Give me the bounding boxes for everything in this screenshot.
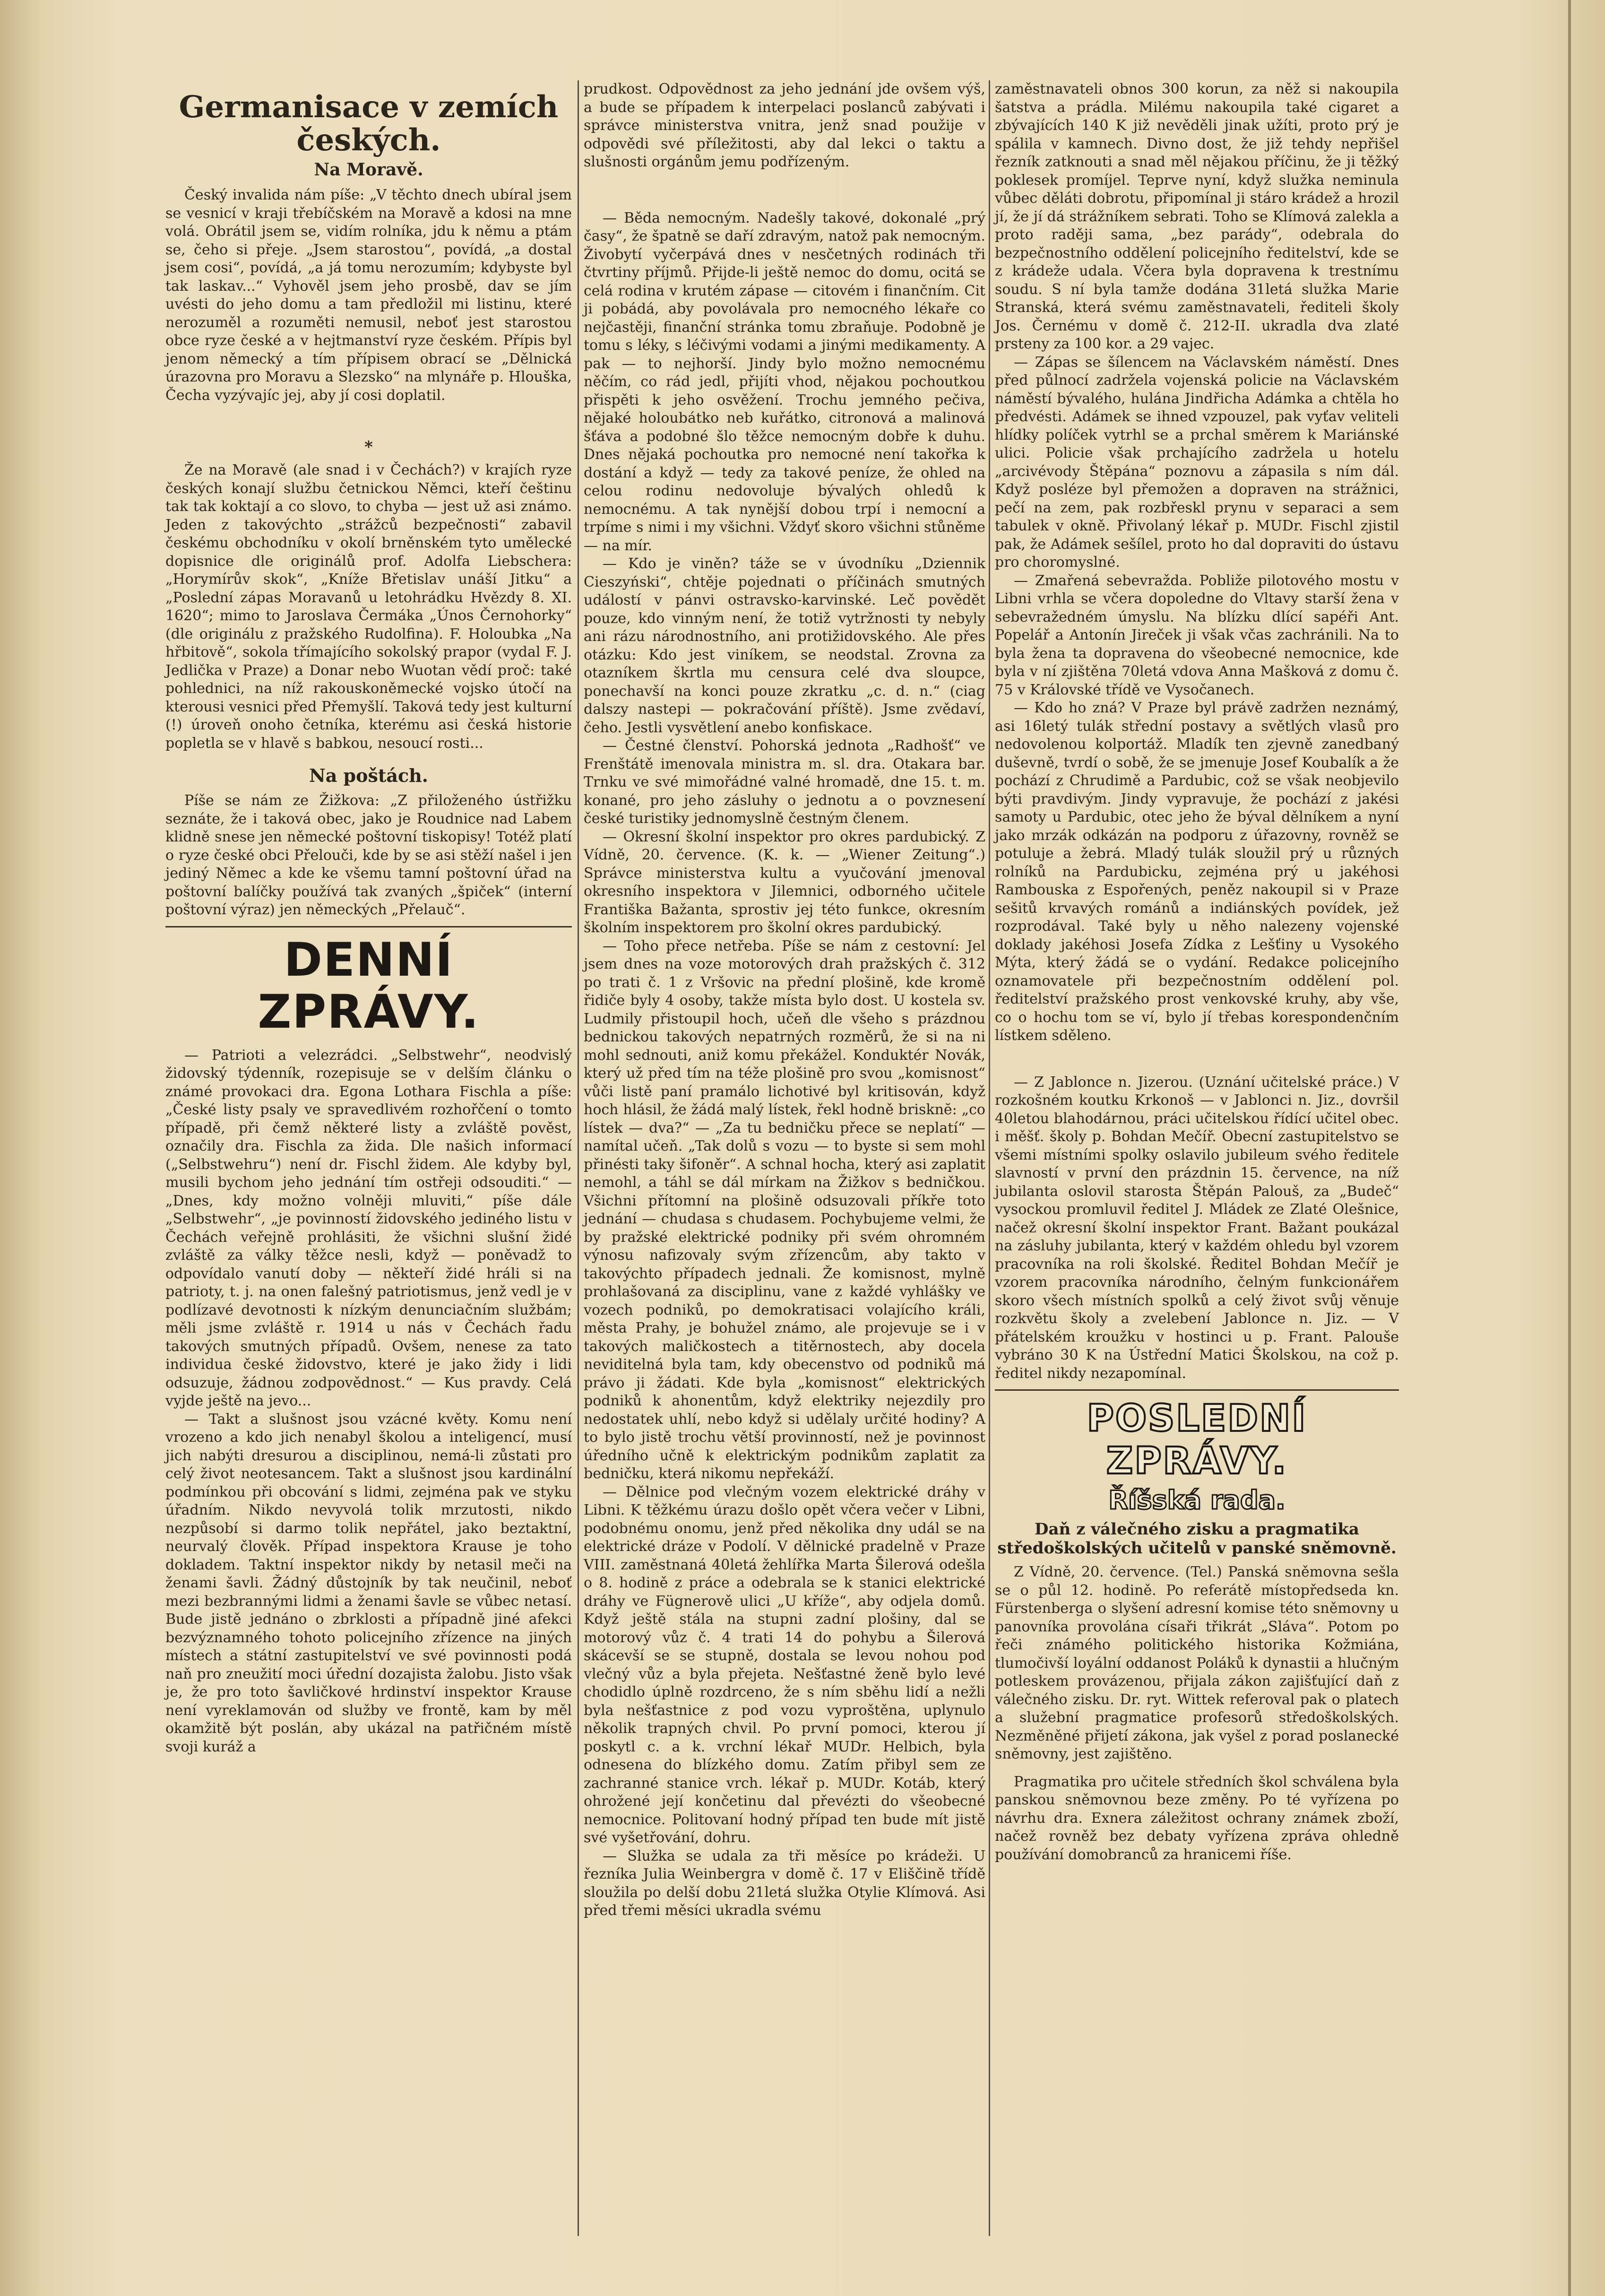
paragraph: — Patrioti a velezrádci. „Selbstwehr“, neodvislý židovský týdenník, rozepisuje se v delším článku o známé provokaci dra. Egona Lothara Fischla a píše: „České listy psaly ve spravedlivém rozhořčení o tomto případě, při čemž některé listy a zvláště pověst, označily dra. Fischla za žida. Dle našich informací („Selbstwehru“) není dr. Fischl židem. Ale kdyby byl, musili bychom jeho jednání tím ostřeji odsouditi.“ — „Dnes, kdy možno volněji mluviti,“ píše dále „Selbstwehr“, „je povinností židovského jediného listu v Čechách veřejně prohlásiti, že všichni slušní židé zvláště za války těžce nesli, když — poněvadž to odpovídalo vanutí doby — někteří židé hráli si na patrioty, t. j. na onen falešný patriotismus, jenž vedl je v podlízavé devotnosti k nízkým denunciačním službám; měli jsme zvláště r. 1914 u nás v Čechách řadu takových smutných případů. Ovšem, nenese za tato individua české židovstvo, které je jako židy i lidi odsuzuje, žádnou zodpovědnost.“ — Kus pravdy. Celá vyjde ještě na jevo...: [165, 1047, 572, 1409]
column-2: [584, 80, 985, 1920]
divider: [995, 1389, 1399, 1391]
subheading-na-postach: Na poštách.: [309, 765, 429, 786]
column-rule-1: [578, 80, 579, 2236]
column-3: [995, 80, 1399, 1864]
article-title-germanisace: Germanisace v zemích českých.: [179, 89, 559, 158]
paragraph: — Takt a slušnost jsou vzácné květy. Komu není vrozeno a kdo jich nenabyl školou a inteligencí, musí jich nabýti dresurou a disciplinou, nemá-li zůstati pro celý život neotesancem. Takt a slušnost jsou kardinální podmínkou při obcování s lidmi, zejména pak ve styku úřadním. Nikdo nevyvolá tolik mrzutosti, nikdo nezpůsobí si darmo tolik nepřátel, jako beztaktní, neurvalý člověk. Případ inspektora Krause je toho dokladem. Taktní inspektor nikdy by netasil meči na ženami šavli. Žádný důstojník by tak neučinil, neboť mezi bezbrannými lidmi a ženami šavle se vůbec netasí. Bude jistě jednáno o zbrklosti a případně jiné afekci bezvýznamného tohoto policejního zřízence na jiných místech a státní zastupitelství ve své povinnosti podá naň pro zneužití moci úřední dozajista žalobu. Jisto však je, že pro toto šavličkové hrdinství inspektor Krause není vyreklamován od služby ve frontě, kam by měl okamžitě být poslán, aby ukázal na patřičném místě svoji kuráž a: [165, 1411, 572, 1755]
section-banner-denni-zpravy: DENNÍ ZPRÁVY.: [258, 933, 480, 1039]
subheading-risska-rada: Říšská rada.: [1108, 1485, 1286, 1515]
column-3-body: [995, 80, 1399, 1383]
paragraph: Český invalida nám píše: „V těchto dnech ubíral jsem se vesnicí v kraji třebíčském na Moravě a kdosi na mne volá. Obrátil jsem se, vidím rolníka, jdu k němu a ptám se, čeho si přeje. „Jsem starostou“, povídá, „a dostal jsem cosi“, povídá, „a já tomu nerozumím; kdybyste byl tak laskav...“ Vyhověl jsem jeho prosbě, dav se jím uvésti do jeho domu a tam předložil mi listinu, které nerozuměl a rozuměti nemusil, neboť jest starostou obce ryze české a v hejtmanství ryze českém. Přípis byl jenom německý a tím přípisem obrací se „Dělnická úrazovna pro Moravu a Slezsko“ na mlynáře p. Hlouška, Čecha vyzývajíc jej, aby jí cosi doplatil.: [165, 187, 572, 404]
paragraph: — Dělnice pod vlečným vozem elektrické dráhy v Libni. K těžkému úrazu došlo opět včera večer v Libni, podobnému onomu, jenž před několika dny udál se na elektrické dráze v Podolí. V dělnické pradelně v Praze VIII. zaměstnaná 40letá žehlířka Marta Šilerová odešla o 8. hodině z práce a odebrala se k stanici elektrické dráhy ve Fügnerově ulici „U kříže“, aby odjela domů. Když ještě stála na stupni zadní plošiny, dal se motorový vůz č. 4 trati 14 do pohybu a Šilerová skácevší se se stupně, dostala se levou nohou pod vlečný vůz a byla přejeta. Nešťastné ženě bylo levé chodidlo úplně rozdrceno, že s ním sběhu lidí a nežli byla nešťastnice z pod vozu vyproštěna, uplynulo několik trapných chvil. Po první pomoci, kterou jí poskytl c. a k. vrchní lékař MUDr. Helbich, byla odnesena do blízkého domu. Zatím přibyl sem ze zachranné stanice vrch. lékař p. MUDr. Kotáb, který ohrožené její končetinu dal převézti do všeobecné nemocnice. Politovaní hodný případ ten bude mít jistě své vyšetřování, dohru.: [584, 1483, 985, 1846]
section-asterisk: *: [364, 438, 373, 457]
paragraph: — Zmařená sebevražda. Pobliže pilotového mostu v Libni vrhla se včera dopoledne do Vltavy starší žena v sebevražedném úmyslu. Na blízku dlící sapéři Ant. Popelář a Antonín Jireček ji však včas zachránili. Na to byla žena ta dopravena do všeobecné nemocnice, kde byla v ní zjištěna 70letá vdova Anna Mašková z domu č. 75 v Královské třídě ve Vysočanech.: [995, 572, 1399, 698]
column-3-news-body: [995, 1563, 1399, 1864]
paragraph: — Čestné členství. Pohorská jednota „Radhošť“ ve Frenštátě imenovala ministra m. sl. dra. Otakara bar. Trnku ve své mimořádné valné hromadě, dne 15. t. m. konané, pro jeho zásluhy o jednotu a o povznesení české turistiky jednomyslně čestným členem.: [584, 737, 985, 827]
paragraph: — Běda nemocným. Nadešly takové, dokonalé „prý časy“, že špatně se daří zdravým, natož pak nemocným. Živobytí vyčerpává dnes v nesčetných rodinách tři čtvrtiny příjmů. Přijde-li ještě nemoc do domu, ocitá se celá rodina v krutém zápase — citovém i finančním. Cit ji pobádá, aby povolávala pro nemocného lékaře co nejčastěji, finanční stránka tomu zbraňuje. Podobně je tomu s léky, s léčivými vodami a jinými medikamenty. A pak — to nejhorší. Jindy bylo možno nemocnému něčím, co rád jedl, přijíti vhod, nějakou pochoutkou přispěti k jeho osvěžení. Trochu jemného pečiva, nějaké holoubátko neb kuřátko, citronová a malinová šťáva a podobné šlo těžce nemocným dobře k duhu. Dnes nějaká pochoutka pro nemocné není takořka k dostání a když — tedy za takové peníze, že ohled na celou rodinu nedovoluje bývalých ohledů k nemocnému. A tak nynější dobou trpí i nemocní a trpíme s nimi i my všichni. Vždyť skoro všichni stůněme — na mír.: [584, 209, 985, 554]
article-body-4: [165, 1047, 572, 1757]
article-body-2: [165, 461, 572, 753]
column-1: [165, 80, 572, 1756]
paragraph: Že na Moravě (ale snad i v Čechách?) v krajích ryze českých konají službu četnickou Němci, kteří češtinu tak tak koktají a co slovo, to chyba — jest už asi známo. Jeden z takovýchto „strážců bezpečnosti“ zabavil českému obchodníku v okolí brněnském tyto umělecké dopisnice dle originálů prof. Adolfa Liebschera: „Horymírův skok“, „Kníže Břetislav unáší Jitku“ a „Poslední zápas Moravanů u letohrádku Hvězdy 8. XI. 1620“; mimo to Jaroslava Čermáka „Únos Černohorky“ (dle originálu z pražského Rudolfina). F. Holoubka „Na hřbitově“, sokola třímajícího sokolský prapor (vydal F. J. Jedlička v Praze) a Donar nebo Wuotan vědí proč: také pohlednici, na níž rakouskoněmecké vojsko útočí na kterousi vesnici před Přemyšlí. Taková tedy jest kulturní (!) úroveň onoho četníka, kterému asi česká historie popletla se v hlavě s babkou, nesoucí rosti...: [165, 462, 572, 752]
section-banner-posledni-zpravy: POSLEDNÍ ZPRÁVY.: [1087, 1397, 1307, 1482]
divider: [165, 926, 572, 927]
paragraph: — Služka se udala za tři měsíce po krádeži. U řezníka Julia Weinbergra v domě č. 17 v Eliščině třídě sloužila po delší dobu 21letá služka Otylie Klímová. Asi před třemi měsíci ukradla svému: [584, 1847, 985, 1919]
column-2-body: [584, 80, 985, 1920]
article-title-dan-z-valecneho-zisku: Daň z válečného zisku a pragmatika středoškolských učitelů v panské sněmovně.: [997, 1520, 1397, 1558]
paragraph: Pragmatika pro učitele středních škol schválena byla panskou sněmovnou beze změny. Po té vyřízena po návrhu dra. Exnera záležitost ochrany známek zboží, načež rovněž bez debaty vyřízena zpráva ohledně používání domobranců za hranicemi říše.: [995, 1773, 1399, 1863]
paragraph: Píše se nám ze Žižkova: „Z přiloženého ústřižku seznáte, že i taková obec, jako je Roudnice nad Labem klidně snese jen německé poštovní tiskopisy! Totéž platí o ryze české obci Přelouči, kde by se asi stěží našel i jen jediný Němec a kde ke všemu tamní poštovní úřad na poštovní balíčky používá tak zvaných „špiček“ (interní poštovní výraz) jen německých „Přelauč“.: [165, 792, 572, 918]
paragraph: prudkost. Odpovědnost za jeho jednání jde ovšem výš, a bude se případem k interpelaci poslanců zabývati i správce ministerstva vnitra, jenž snad použije v odpovědi své příležitosti, aby dal lekci o taktu a slušnosti orgánům jemu podřízeným.: [584, 81, 985, 170]
paragraph: — Kdo ho zná? V Praze byl právě zadržen neznámý, asi 16letý tulák střední postavy a světlých vlasů pro nedovolenou kolportáž. Mladík ten zjevně zanedbaný duševně, tvrdí o sobě, že se jmenuje Josef Koubalík a že pochází z Chrudimě a Pardubic, což se však neobjevilo býti pravdivým. Jindy vypravuje, že pochází z jakési samoty u Pardubic, otec jeho že býval dělníkem a nyní jako mrzák odkázán na podporu z úřazovny, rovněž se potuluje a žebrá. Mladý tulák sloužil prý u různých rolníků na Pardubicku, zejména prý u jakéhosi Rambouska z Espořených, peněz nakoupil si v Praze sešitů krvavých románů a indiánských povídek, jež rozprodával. Také byly u něho nalezeny vojenské doklady jakéhosi Josefa Zídka z Lešťiny u Vysokého Mýta, který žádá se o vydání. Redakce policejního oznamovatele při bezpečnostním oddělení pol. ředitelství pražského prost venkovské kruhy, aby vše, co o hochu tom se ví, bylo jí třebas korespondenčním lístkem sděleno.: [995, 700, 1399, 1044]
paragraph: — Zápas se šílencem na Václavském náměstí. Dnes před půlnocí zadržela vojenská policie na Václavském náměstí bývalého, hulána Jindřicha Adámka a chtěla ho předvésti. Adámek se ihned vzpouzel, pak vyťav veliteli hlídky políček vytrhl se a prchal směrem k Mariánské ulici. Policie však prchajícího zadržela u hotelu „arcivévody Štěpána“ poznovu a zápasila s ním dál. Když posléze byl přemožen a dopraven na strážnici, pečí na zem, pak rozbřeskl prynu v separaci a sem tabulek v okně. Přivolaný lékař p. MUDr. Fischl zjistil pak, že Adámek sešílel, proto ho dal dopraviti do ústavu pro choromyslné.: [995, 354, 1399, 571]
paragraph: — Kdo je viněn? táže se v úvodníku „Dziennik Cieszyński“, chtěje pojednati o příčinách smutných událostí v pánvi ostravsko-karvinské. Leč povědět pouze, kdo vinným není, že totiž vytržnosti ty nebyly ani rázu národnostního, ani protižidovského. Ale přes otázku: Kdo jest viníkem, se neodstal. Zrovna za otazníkem škrtla mu censura celé dva sloupce, ponechavší na konci pouze zkratku „c. d. n.“ (ciag dalszy nastepi — pokračování příště). Jsme zvědaví, čeho. Jestli vysvětlení anebo konfiskace.: [584, 555, 985, 736]
paragraph: — Toho přece netřeba. Píše se nám z cestovní: Jel jsem dnes na voze motorových drah pražských č. 312 po trati č. 1 z Vršovic na přední plošině, kde kromě řidiče byly 4 osoby, takže místa bylo dost. U kostela sv. Ludmily přistoupil hoch, učeň dle všeho s prázdnou bednickou takových nepatrných rozměrů, že si na ni mohl sednouti, aniž komu překážel. Konduktér Novák, který už před tím na téže plošině pro svou „komisnost“ vůči listě paní pramálo lichotivé byl kritisován, když hoch hlásil, že žádá malý lístek, řekl hodně brisknĕ: „co lístek — dva?“ — „Za tu bedničku přece se neplatí“ — namítal učeň. „Tak dolů s vozu — to byste si sem mohl přinésti taky šifoněr“. A schnal hocha, který asi zaplatit nemohl, a táhl se dál mírkam na Žižkov s bedničkou. Všichni přítomní na plošině odsuzovali příkře toto jednání — chudasa s chudasem. Pochybujeme velmi, že by pražské elektrické podniky při svém ohromném výnosu nafizovaly svým zřízencům, aby takto v takovýchto případech jednali. Že komisnost, mylně prohlašovaná za disciplinu, vane z každé vyhlášky ve vozech podniků, po demokratisaci volajícího králi, města Prahy, je bohužel známo, ale projevuje se i v takových maličkostech a titěrnostech, aby docela neviditelná byla tam, kdy obecenstvo od podniků má právo ji žádati. Kde byla „komisnost“ elektrických podniků k ahonentům, když elektriky nejezdily pro nedostatek uhlí, nebo když si udělaly určité hodiny? A to bylo jistě trochu větší provinností, než je povinnost úředního učně k elektrickým podnikům zaplatit za bedničku, která nikomu nepřekáží.: [584, 937, 985, 1482]
page-fold: [1568, 0, 1571, 2296]
article-body-3: [165, 792, 572, 919]
paragraph: zaměstnavateli obnos 300 korun, za něž si nakoupila šatstva a prádla. Milému nakoupila také cigaret a zbývajících 140 K již nevěděli jinak užíti, proto prý je spálila v kamnech. Divno dost, že již tehdy nepřišel řezník zatknouti a snad měl nějakou příčinu, že ji těžký poklesek promíjel. Teprve nyní, když služka neminula vůbec děláti dobrotu, připomínal ji stáro krádež a hrozil jí, že jí dá strážníkem sebrati. Toho se Klímová zalekla a proto raději sama, „bez parády“, odebrala do bezpečnostního oddělení policejního ředitelství, kde se z krádeže udala. Včera byla dopravena k trestnímu soudu. S ní byla tamže dodána 31letá služka Marie Stranská, která svému zaměstnavateli, řediteli školy Jos. Černému v domě č. 212-II. ukradla dva zlaté prsteny za 100 kor. a 29 vajec.: [995, 81, 1399, 352]
article-body-1: [165, 186, 572, 405]
column-rule-2: [989, 80, 990, 2236]
paragraph: — Okresní školní inspektor pro okres pardubický. Z Vídně, 20. července. (K. k. — „Wiener Zeitung“.) Správce ministerstva kultu a vyučování jmenoval okresního inspektora v Jilemnici, odborného učitele Františka Bažanta, sprostiv jej této funkce, okresním školním inspektorem pro školní okres pardubický.: [584, 828, 985, 936]
subheading-na-morave: Na Moravě.: [314, 160, 423, 180]
paragraph: — Z Jablonce n. Jizerou. (Uznání učitelské práce.) V rozkošném koutku Krkonoš — v Jablonci n. Jiz., dovršil 40letou blahodárnou, práci učitelskou řídící učitel obec. i měšť. školy p. Bohdan Mečíř. Obecní zastupitelstvo se všemi místními spolky oslavilo jubileum svého ředitele slavností v první den prázdnin 15. července, na níž jubilanta oslovil starosta Štěpán Palouš, za „Budeč“ vysockou promluvil ředitel J. Mládek ze Zlaté Olešnice, načež okresní školní inspektor Frant. Bažant poukázal na zásluhy jubilanta, který v každém ohledu byl vzorem pracovníka na roli školské. Ředitel Bohdan Mečíř je vzorem pracovníka národního, čelným funkcionářem skoro všech místních spolků a celý život svůj věnuje rozkvětu školy a zvelebení Jablonce n. Jiz. — V přátelském kroužku v hostinci u p. Frant. Palouše vybráno 30 K na Ústřední Matici Školskou, na což p. ředitel nikdy nezapomínal.: [995, 1074, 1399, 1382]
paragraph: Z Vídně, 20. července. (Tel.) Panská sněmovna sešla se o půl 12. hodině. Po referátě místopředseda kn. Fürstenberga o slyšení adresní komise této sněmovny u panovníka provolána císaři třikrát „Sláva“. Potom po řeči známého politického historika Kožmiána, tlumočivší loyální oddanost Poláků k dynastii a hlučným potleskem provázenou, přijala zákon zajišťující daň z válečného zisku. Dr. ryt. Wittek referoval pak o platech a služební pragmatice profesorů středoškolských. Nezměněné přijetí zákona, jak vyšel z porad poslanecké sněmovny, jest zajištěno.: [995, 1564, 1399, 1762]
